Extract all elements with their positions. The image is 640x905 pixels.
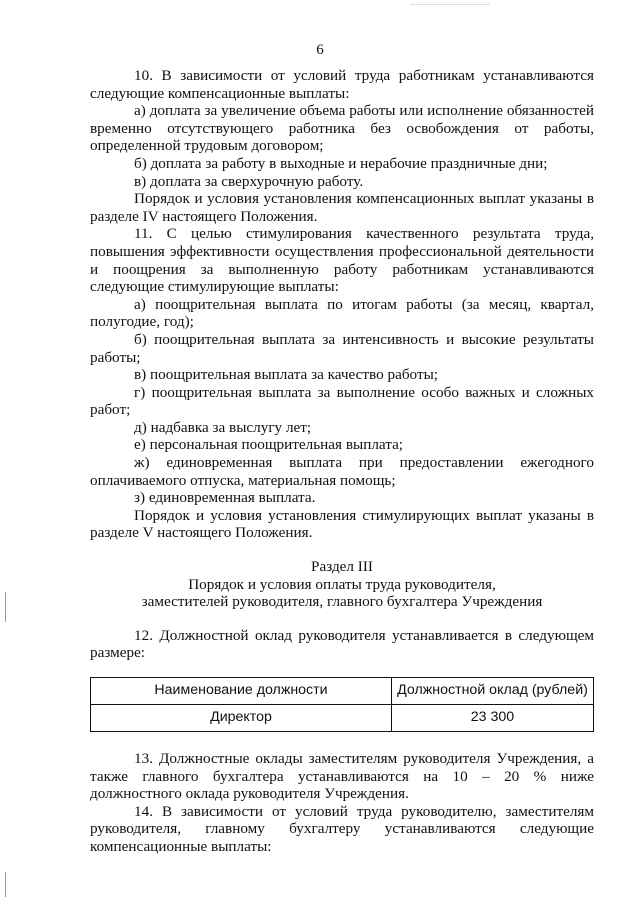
list-item-11d: г) поощрительная выплата за выполнение особо важных и сложных работ; <box>90 383 594 419</box>
page-number: 6 <box>316 42 324 58</box>
column-header-salary: Должностной оклад (рублей) <box>392 678 594 705</box>
list-item-11c: в) поощрительная выплата за качество работы; <box>134 366 439 384</box>
paragraph-11-note: Порядок и условия установления стимулирующих выплат указаны в разделе V настоящего Положения. <box>90 506 594 542</box>
list-item-11f: е) персональная поощрительная выплата; <box>134 436 404 454</box>
paragraph-13: 13. Должностные оклады заместителям руководителя Учреждения, а также главного бухгалтера устанавливаются на 10 – 20 % ниже должностного оклада руководителя Учреждения. <box>90 750 594 803</box>
list-item-10a: а) доплата за увеличение объема работы или исполнение обязанностей временно отсутствующего работника без освобождения от работы, определенной трудовым договором; <box>90 102 594 155</box>
spacer <box>90 732 594 750</box>
list-item-10c: в) доплата за сверхурочную работу. <box>134 172 364 190</box>
cell-position: Директор <box>91 705 392 732</box>
section-title-line-2: заместителей руководителя, главного бухгалтера Учреждения <box>141 593 543 611</box>
spacer <box>90 542 594 558</box>
list-item-11a: а) поощрительная выплата по итогам работы (за месяц, квартал, полугодие, год); <box>90 295 594 331</box>
paragraph-10-note: Порядок и условия установления компенсационных выплат указаны в разделе IV настоящего Положения. <box>90 190 594 225</box>
list-item-10b: б) доплата за работу в выходные и нерабочие праздничные дни; <box>134 154 548 172</box>
section-number: Раздел III <box>311 558 373 576</box>
scan-artifact-edge-bottom <box>5 872 6 897</box>
cell-salary: 23 300 <box>392 705 594 732</box>
paragraph-11: 11. С целью стимулирования качественного результата труда, повышения эффективности осуществления профессиональной деятельности и поощрения за выполненную работу работникам устанавливаются следующие стимулирующие выплаты: <box>90 225 594 296</box>
scan-artifact-edge <box>5 592 6 622</box>
column-header-position: Наименование должности <box>91 678 392 705</box>
paragraph-10: 10. В зависимости от условий труда работникам устанавливаются следующие компенсационные выплаты: <box>90 67 594 102</box>
document-body <box>90 67 594 856</box>
scan-artifact-top <box>410 4 490 7</box>
list-item-11b: б) поощрительная выплата за интенсивность и высокие результаты работы; <box>90 330 594 366</box>
list-item-11h: з) единовременная выплата. <box>134 489 316 507</box>
list-item-11g: ж) единовременная выплата при предоставлении ежегодного оплачиваемого отпуска, материальная помощь; <box>90 454 594 489</box>
paragraph-12: 12. Должностной оклад руководителя устанавливается в следующем размере: <box>90 626 594 662</box>
table-header-row <box>91 678 594 705</box>
section-title-line-1: Порядок и условия оплаты труда руководителя, <box>188 575 496 593</box>
paragraph-14: 14. В зависимости от условий труда руководителю, заместителям руководителя, главному бухгалтеру устанавливаются следующие компенсационные выплаты: <box>90 802 594 855</box>
table-row <box>91 705 594 732</box>
salary-table <box>90 677 594 732</box>
list-item-11e: д) надбавка за выслугу лет; <box>134 418 312 436</box>
spacer <box>90 611 594 627</box>
